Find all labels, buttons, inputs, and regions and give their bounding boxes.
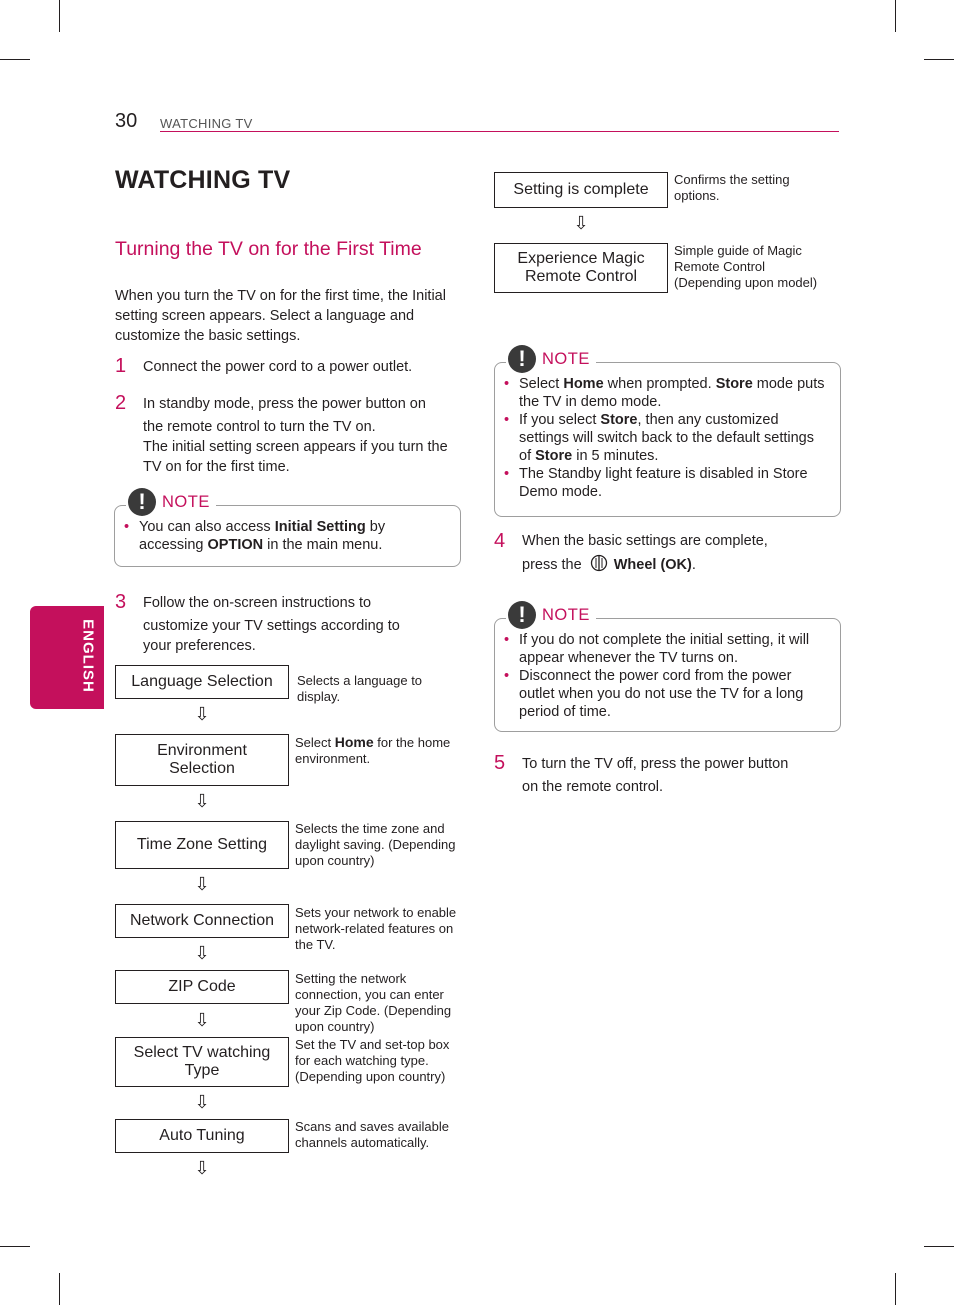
step-number: 4 (494, 530, 506, 552)
note-item: • You can also access Initial Setting by accessing OPTION in the main menu. (121, 518, 451, 554)
step-line: press the Wheel (OK). (522, 554, 842, 575)
step-text (143, 593, 463, 656)
step-line: customize your TV settings according to (143, 618, 400, 634)
flow-step-network-connection: Network Connection (115, 904, 289, 938)
flow-step-description: Select Home for the home environment. (295, 734, 451, 766)
step-text (522, 754, 842, 797)
crop-mark (59, 0, 60, 32)
down-arrow-icon: ⇩ (194, 704, 210, 724)
flow-step-description: Set the TV and set-top box for each watching type. (Depending upon country) (295, 1037, 450, 1084)
step-number: 5 (494, 752, 506, 774)
step-number: 2 (115, 392, 127, 414)
note-item: • If you select Store, then any customized settings will switch back to the default settings of Store in 5 minutes. (501, 411, 829, 465)
flow-step-description: Sets your network to enable network-related features on the TV. (295, 905, 457, 952)
down-arrow-icon: ⇩ (573, 213, 589, 233)
exclamation-icon: ! (508, 345, 536, 373)
exclamation-icon: ! (128, 488, 156, 516)
step-number: 1 (115, 355, 127, 377)
down-arrow-icon: ⇩ (194, 1010, 210, 1030)
flow-step-time-zone-setting: Time Zone Setting (115, 821, 289, 869)
flow-step-description: Scans and saves available channels automatically. (295, 1119, 449, 1150)
step-text (143, 394, 463, 477)
crop-mark (924, 59, 954, 60)
note-item: • Select Home when prompted. Store mode puts the TV in demo mode. (501, 375, 829, 411)
step-line: When the basic settings are complete, (522, 533, 768, 549)
step-line: The initial setting screen appears if you turn the TV on for the first time. (143, 439, 448, 475)
crop-mark (0, 1246, 30, 1247)
note-list (501, 375, 829, 501)
flow-step-setting-is-complete: Setting is complete (494, 172, 668, 208)
note-header (126, 488, 216, 516)
note-label: NOTE (542, 349, 590, 368)
down-arrow-icon: ⇩ (194, 1158, 210, 1178)
page-title: WATCHING TV (115, 166, 291, 194)
crop-mark (0, 59, 30, 60)
step-text: Connect the power cord to a power outlet. (143, 359, 413, 375)
intro-paragraph: When you turn the TV on for the first time, the Initial setting screen appears. Select a language and customize the basic settings. (115, 288, 446, 344)
step-line: In standby mode, press the power button on (143, 396, 426, 412)
note-list (501, 631, 829, 721)
step-line: To turn the TV off, press the power button (522, 756, 789, 772)
flow-step-language-selection: Language Selection (115, 665, 289, 699)
flow-step-select-tv-watching-type: Select TV watching Type (115, 1037, 289, 1087)
down-arrow-icon: ⇩ (194, 874, 210, 894)
section-subtitle: Turning the TV on for the First Time (115, 238, 422, 260)
step-line: your preferences. (143, 638, 256, 654)
step-text (522, 531, 842, 575)
step-number: 3 (115, 591, 127, 613)
crop-mark (59, 1273, 60, 1305)
note-label: NOTE (162, 492, 210, 511)
flow-step-description: Selects the time zone and daylight saving. (Depending upon country) (295, 821, 456, 868)
header-rule (160, 131, 839, 132)
note-header (506, 345, 596, 373)
note-item: • The Standby light feature is disabled in Store Demo mode. (501, 465, 829, 501)
note-label: NOTE (542, 605, 590, 624)
crop-mark (895, 0, 896, 32)
flow-step-description: Confirms the setting options. (674, 172, 790, 203)
step-line: on the remote control. (522, 779, 664, 795)
note-item: • If you do not complete the initial setting, it will appear whenever the TV turns on. (501, 631, 829, 667)
down-arrow-icon: ⇩ (194, 791, 210, 811)
note-header (506, 601, 596, 629)
exclamation-icon: ! (508, 601, 536, 629)
page-number: 30 (115, 110, 138, 132)
flow-step-environment-selection: Environment Selection (115, 734, 289, 786)
step-line: Follow the on-screen instructions to (143, 595, 372, 611)
side-tab-label: ENGLISH (79, 619, 97, 693)
flow-step-description: Setting the network connection, you can enter your Zip Code. (Depending upon country) (295, 971, 452, 1034)
flow-step-auto-tuning: Auto Tuning (115, 1119, 289, 1153)
step-line: the remote control to turn the TV on. (143, 419, 376, 435)
down-arrow-icon: ⇩ (194, 943, 210, 963)
flow-step-description: Selects a language to display. (297, 673, 423, 704)
wheel-icon (590, 554, 608, 572)
crop-mark (924, 1246, 954, 1247)
down-arrow-icon: ⇩ (194, 1092, 210, 1112)
flow-step-zip-code: ZIP Code (115, 970, 289, 1004)
language-side-tab (30, 606, 104, 709)
note-item: • Disconnect the power cord from the power outlet when you do not use the TV for a long period of time. (501, 667, 829, 721)
note-list (121, 518, 451, 554)
running-head: WATCHING TV (160, 116, 253, 131)
flow-step-experience-magic-remote: Experience Magic Remote Control (494, 243, 668, 293)
flow-step-description: Simple guide of Magic Remote Control (Depending upon model) (674, 243, 818, 290)
crop-mark (895, 1273, 896, 1305)
